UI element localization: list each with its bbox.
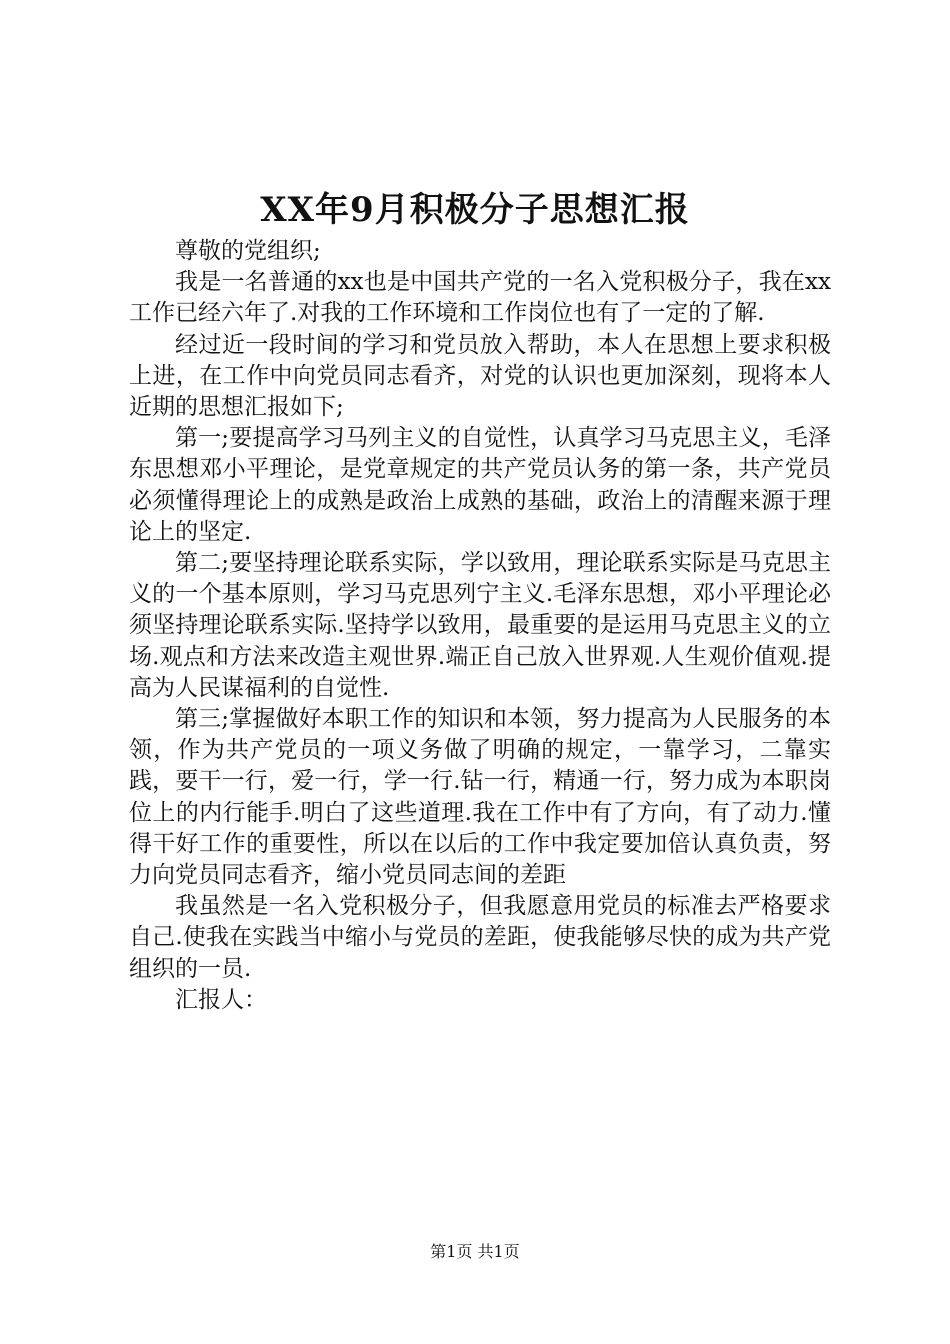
document-body <box>129 236 831 1016</box>
point-one-paragraph: 第一;要提高学习马列主义的自觉性，认真学习马克思主义，毛泽东思想邓小平理论，是党章规定的共产党员认务的第一条，共产党员必须懂得理论上的成熟是政治上成熟的基础，政治上的清醒来源于理论上的坚定. <box>129 425 831 545</box>
report-preface-paragraph: 经过近一段时间的学习和党员放入帮助，本人在思想上要求积极上进，在工作中向党员同志看齐，对党的认识也更加深刻，现将本人近期的思想汇报如下; <box>129 331 831 421</box>
conclusion-paragraph: 我虽然是一名入党积极分子，但我愿意用党员的标准去严格要求自己.使我在实践当中缩小与党员的差距，使我能够尽快的成为共产党组织的一员. <box>129 893 831 982</box>
page-number-footer: 第1页 共1页 <box>430 1242 520 1261</box>
salutation-paragraph: 尊敬的党组织; <box>175 238 321 264</box>
point-two-paragraph: 第二;要坚持理论联系实际，学以致用，理论联系实际是马克思主义的一个基本原则，学习马克思列宁主义.毛泽东思想，邓小平理论必须坚持理论联系实际.坚持学以致用，最重要的是运用马克思主义的立场.观点和方法来改造主观世界.端正自己放入世界观.人生观价值观.提高为人民谋福利的自觉性. <box>129 550 831 701</box>
point-three-paragraph: 第三;掌握做好本职工作的知识和本领，努力提高为人民服务的本领，作为共产党员的一项义务做了明确的规定，一靠学习，二靠实践，要干一行，爱一行，学一行.钻一行，精通一行，努力成为本职岗位上的内行能手.明白了这些道理.我在工作中有了方向，有了动力.懂得干好工作的重要性，所以在以后的工作中我定要加倍认真负责，努力向党员同志看齐，缩小党员同志间的差距 <box>129 706 831 889</box>
document-title: XX年9月积极分子思想汇报 <box>260 190 690 230</box>
reporter-signature-line: 汇报人： <box>175 986 267 1013</box>
intro-paragraph: 我是一名普通的xx也是中国共产党的一名入党积极分子，我在xx工作已经六年了.对我的工作环境和工作岗位也有了一定的了解. <box>129 269 831 327</box>
